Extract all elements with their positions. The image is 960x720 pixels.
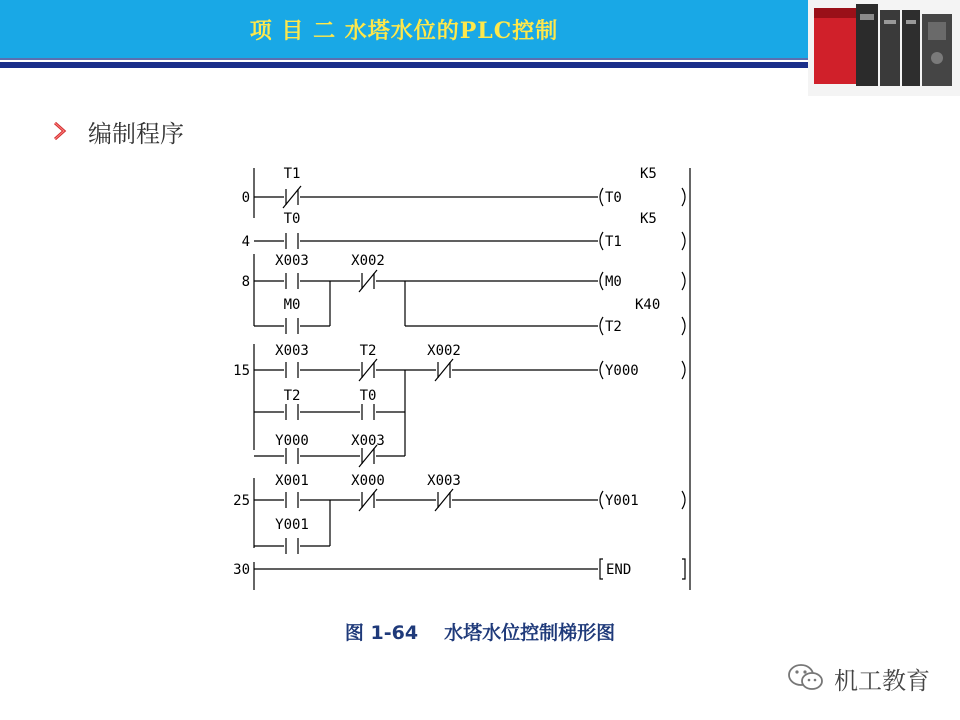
figure-number: 图 1-64 [344, 622, 419, 644]
contact-label: Y001 [275, 517, 309, 533]
coil-setting: K40 [635, 297, 661, 313]
contact-label: T0 [283, 211, 301, 227]
watermark [786, 660, 930, 696]
contact-label: T2 [359, 343, 377, 359]
section-title: 编制程序 [88, 120, 184, 148]
coil-name: T1 [605, 234, 622, 250]
contact-label: X000 [351, 473, 385, 489]
header-underline [0, 62, 808, 68]
ladder-diagram [220, 160, 710, 600]
coil-setting: K5 [640, 211, 657, 227]
page-title: 项 目 二 水塔水位的PLC控制 [249, 18, 559, 44]
contact-label: T2 [283, 388, 301, 404]
contact-label: T1 [283, 166, 301, 182]
coil-name: T0 [605, 190, 622, 206]
step-number: 15 [233, 363, 250, 379]
arrow-bullet-icon [52, 121, 72, 141]
coil-name: M0 [605, 274, 622, 290]
plc-hardware-image [808, 0, 960, 96]
step-number: 25 [233, 493, 250, 509]
figure-title: 水塔水位控制梯形图 [444, 622, 616, 644]
header-divider [0, 58, 808, 60]
step-number: 30 [233, 562, 250, 578]
wechat-icon [786, 662, 826, 694]
contact-label: X002 [351, 253, 385, 269]
step-number: 0 [241, 190, 250, 206]
step-number: 4 [241, 234, 250, 250]
watermark-text: 机工教育 [834, 666, 930, 695]
contact-label: X002 [427, 343, 461, 359]
coil-name: T2 [605, 319, 622, 335]
contact-label: X003 [275, 253, 309, 269]
contact-label: M0 [283, 297, 301, 313]
contact-label: X003 [351, 433, 385, 449]
contact-label: X003 [275, 343, 309, 359]
coil-name: END [606, 562, 632, 578]
step-number: 8 [241, 274, 250, 290]
contact-label: Y000 [275, 433, 309, 449]
coil-name: Y000 [605, 363, 639, 379]
figure-caption [0, 618, 960, 645]
coil-name: Y001 [605, 493, 639, 509]
contact-label: T0 [359, 388, 377, 404]
contact-label: X001 [275, 473, 309, 489]
coil-setting: K5 [640, 166, 657, 182]
contact-label: X003 [427, 473, 461, 489]
